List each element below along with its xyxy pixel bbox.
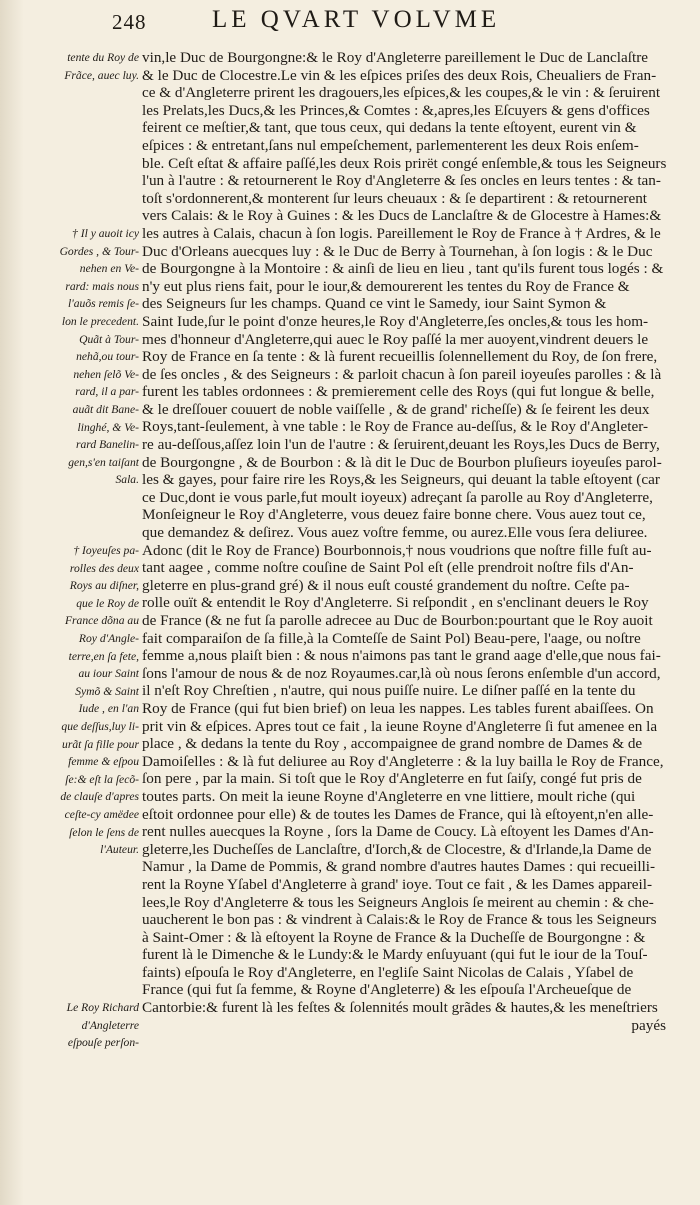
- text-line: Cantorbie:& furent là les feſtes & ſolennités moult grãdes & hautes,& les meneſtriers: [142, 999, 658, 1017]
- text-line: l'un à l'autre : & retournerent le Roy d'Angleterre & ſes oncles en leurs tentes : & tan-: [142, 172, 661, 190]
- text-line: place , & dedans la tente du Roy , accompaignee de grand nombre de Dames & de: [142, 735, 643, 753]
- text-line: les autres à Calais, chacun à ſon logis. Pareillement le Roy de France à † Ardres, & le: [142, 224, 661, 242]
- margin-note-line: urãt ſa fille pour: [62, 737, 139, 751]
- text-line: furent les tables ordonnees : & premierement celle des Roys (qui fut longue & belle,: [142, 383, 655, 401]
- text-line: lees,le Roy d'Angleterre & tous les Seigneurs Anglois ſe meirent au chemin : & che-: [142, 893, 654, 911]
- text-line: & le dreſſouer couuert de noble vaiſſelle , & de grand' richeſſe) & ſe feirent les deux: [142, 400, 650, 418]
- page-header: [112, 6, 692, 42]
- margin-note-line: rard: mais nous: [65, 279, 139, 293]
- text-line: ce Duc,dont ie vous parle,fut moult ioyeux) adreçant ſa parolle au Roy d'Angleterre,: [142, 488, 653, 506]
- margin-note-line: Quãt à Tour-: [79, 332, 139, 346]
- margin-note-line: l'auõs remis ſe-: [68, 297, 139, 311]
- text-line: ſon pere , par la main. Si toſt que le Roy d'Angleterre en fut ſaiſy, congé fut pris de: [142, 770, 642, 788]
- text-line: rent la Royne Yſabel d'Angleterre à grand' ioye. Tout ce fait , & les Dames appareil-: [142, 875, 653, 893]
- text-line: furent là le Dimenche & le Lundy:& le Mardy enſuyuant (qui fut le iour de la Touſ-: [142, 946, 648, 964]
- text-line: re au-deſſous,aſſez loin l'un de l'autre : & ſeruirent,deuant les Roys,les Ducs de Berry,: [142, 436, 660, 454]
- margin-note-line: ceſte-cy amëdee: [64, 807, 139, 821]
- text-line: France (qui fut ſa femme, & Royne d'Angleterre) & les eſpouſa l'Archeueſque de: [142, 981, 632, 999]
- text-line: payés: [631, 1016, 666, 1034]
- text-line: vers Calais: & le Roy à Guines : & les Ducs de Lanclaſtre & de Glocestre à Hames:&: [142, 207, 662, 225]
- text-line: ce & d'Angleterre prirent les dragouers,les eſpices,& les coupes,& le vin : & ſeruirent: [142, 84, 661, 102]
- margin-note-line: femme & eſpou: [68, 755, 139, 769]
- margin-note-line: d'Angleterre: [81, 1018, 139, 1032]
- running-title: LE QVART VOLVME: [212, 6, 501, 33]
- margin-note-line: Le Roy Richard: [66, 1001, 139, 1014]
- text-line: & le Duc de Clocestre.Le vin & les eſpices priſes des deux Rois, Cheualiers de Fran-: [142, 66, 657, 84]
- main-text-column: [142, 49, 688, 1034]
- text-line: fait comparaiſon de ſa fille,à la Comteſſe de Saint Pol) Beau-pere, l'aage, ou noſtre: [142, 629, 641, 647]
- margin-note: [40, 225, 139, 489]
- margin-note-line: † Ioyeuſes pa-: [73, 544, 139, 557]
- text-line: eſtoit ordonnee pour elle) & de toutes les Dames de France, qui là eſtoyent,n'en alle-: [142, 805, 654, 823]
- text-line: que demandez & deſirez. Vous auez voſtre femme, ou aurez.Elle vous ſera deliuree.: [142, 524, 648, 542]
- text-line: rolle ouït & entendit le Roy d'Angleterre. Si reſpondit , en s'enclinant deuers le Roy: [142, 594, 649, 612]
- margin-note-line: linghé, & Ve-: [77, 420, 139, 434]
- text-line: à Saint-Omer : & là eſtoyent la Royne de France & la Ducheſſe de Bourgongne : &: [142, 928, 646, 946]
- text-line: Saint Iude,ſur le point d'onze heures,le Roy d'Angleterre,ſes oncles,& tous les hom-: [142, 312, 649, 330]
- text-line: mes d'honneur d'Angleterre,qui auec le Roy paſſé la mer auoyent,vindrent deuers le: [142, 330, 649, 348]
- margin-note-line: tente du Roy de: [67, 51, 139, 64]
- text-line: rent nulles auecques la Royne , ſors la Dame de Coucy. Là eſtoyent les Dames d'An-: [142, 823, 654, 841]
- margin-note-line: France dõna au: [64, 614, 139, 628]
- text-line: de ſes oncles , & des Seigneurs : & parloit chacun à ſon pareil ioyeuſes parolles : & là: [142, 365, 662, 383]
- margin-note-line: ſe:& eſt la ſecõ-: [65, 772, 139, 786]
- margin-note-line: gen,s'en taiſant: [68, 455, 139, 469]
- margin-note-line: † Il y auoit icy: [72, 227, 139, 240]
- text-line: feirent ce meſtier,& tant, que tous ceux, qui dedans la tente eſtoyent, eurent vin &: [142, 119, 637, 137]
- text-line: tant aagee , comme noſtre couſine de Saint Pol eſt (elle prendroit noſtre fils d'An-: [142, 559, 634, 577]
- margin-note: [40, 49, 139, 84]
- text-line: toſt s'ordonnerent,& monterent ſur leurs cheuaux : & ſe departirent : & retournerent: [142, 189, 648, 207]
- text-line: Duc d'Orleans auecques luy : & le Duc de Berry à Tournehan, à ſon logis : & le Duc: [142, 242, 653, 260]
- text-line: toutes parts. On meit la ieune Royne d'Angleterre en vne littiere, moult riche (qui: [142, 787, 636, 805]
- page-number: 248: [112, 10, 147, 34]
- text-line: gleterre en plus-grand gré) & il nous euſt cousté grandement du noſtre. Ceſte pa-: [142, 576, 630, 594]
- text-line: ble. Ceſt eſtat & affaire paſſé,les deux Rois prirët congé enſemble,& tous les Seigneurs: [142, 154, 667, 172]
- margin-note-line: que deſſus,luy li-: [61, 719, 139, 733]
- margin-note-line: que le Roy de: [76, 596, 139, 610]
- margin-note-line: auãt dit Bane-: [72, 402, 139, 416]
- margin-note-line: Roys au diſner,: [69, 579, 139, 593]
- text-line: Roy de France (qui fut bien brief) on leua les nappes. Les tables furent abaiſſees. On: [142, 699, 654, 717]
- margin-note: [40, 999, 139, 1052]
- text-line: de France (& ne fut ſa parolle adrecee au Duc de Bourbon:pourtant que le Roy auoit: [142, 612, 653, 629]
- text-line: vin,le Duc de Bourgongne:& le Roy d'Angleterre pareillement le Duc de Lanclaſtre: [142, 49, 649, 66]
- margin-note-line: Roy d'Angle-: [78, 631, 139, 645]
- text-line: de Bourgongne à la Montoire : & ainſi de lieu en lieu , tant qu'ils furent tous logés : &: [142, 260, 664, 278]
- margin-note-line: ſelon le ſens de: [69, 825, 139, 839]
- margin-note-line: terre,en ſa fete,: [68, 649, 139, 663]
- text-line: faints) eſpouſa le Roy d'Angleterre, en l'egliſe Saint Nicolas de Calais , Yſabel de: [142, 963, 634, 981]
- text-line: Adonc (dit le Roy de France) Bourbonnois,† nous voudrions que noſtre fille fuſt au-: [142, 541, 652, 559]
- margin-note-line: nehã,ou tour-: [76, 350, 139, 364]
- margin-note-line: Gordes , & Tour-: [59, 244, 139, 258]
- margin-note-line: nehen ſelõ Ve-: [73, 367, 139, 381]
- binding-shadow: [0, 0, 24, 1205]
- margin-note-line: Iude , en l'an: [78, 702, 139, 716]
- margin-note-line: rolles des deux: [69, 561, 139, 575]
- margin-note: [40, 542, 139, 859]
- text-line: ſons l'amour de nous & de noz Royaumes.car,là où nous ſerons enſemble d'un accord,: [142, 664, 661, 682]
- text-line: des Seigneurs ſur les champs. Quand ce vint le Samedy, iour Saint Symon &: [142, 295, 607, 313]
- text-line: Damoiſelles : & là fut deliuree au Roy d'Angleterre : & la luy bailla le Roy de France,: [142, 752, 664, 770]
- text-line: les Prelats,les Ducs,& les Princes,& Comtes : &,apres,les Eſcuyers & gens d'offices: [142, 101, 650, 119]
- margin-note-line: rard Banelin-: [75, 438, 139, 452]
- margin-note-line: Frãce, auec luy.: [64, 68, 139, 82]
- text-line: femme a,nous plaiſt bien : & nous n'aimons pas tant le grand aage d'elle,que nous fai-: [142, 647, 661, 665]
- text-line: n'y eut plus riens fait, pour le iour,& demourerent les tentes du Roy de France &: [142, 277, 630, 295]
- margin-note-line: eſpouſe perſon-: [67, 1036, 139, 1050]
- text-line: eſpices : & entretant,ſans nul empeſchement, parlementerent les deux Rois enſem-: [142, 136, 639, 154]
- margin-note-line: au iour Saint: [78, 667, 139, 681]
- margin-note-line: lon le precedent.: [61, 314, 139, 328]
- margin-note-line: de clauſe d'apres: [60, 790, 139, 804]
- text-line: Monſeigneur le Roy d'Angleterre, vous deuez faire bonne chere. Vous auez tout ce,: [142, 506, 646, 524]
- margin-note-line: Sala.: [115, 473, 139, 487]
- text-line: Namur , la Dame de Pommis, & grand nombre d'autres hautes Dames : qui recueilli-: [142, 858, 656, 876]
- text-line: les & gayes, pour faire rire les Roys,& les Seigneurs, qui deuant la table eſtoyent (car: [142, 471, 660, 489]
- margin-note-line: l'Auteur.: [100, 843, 139, 857]
- text-line: prit vin & eſpices. Apres tout ce fait , la ieune Royne d'Angleterre ſi fut amenee en la: [142, 717, 658, 735]
- margin-note-line: rard, il a par-: [75, 385, 139, 399]
- text-line: Roy de France en ſa tente : & là furent recueillis ſolennellement du Roy, de ſon frere,: [142, 348, 658, 366]
- margin-note-line: Symõ & Saint: [75, 684, 139, 698]
- text-line: Roys,tant-ſeulement, à vne table : le Roy de France au-deſſus, & le Roy d'Angleter-: [142, 418, 649, 436]
- text-line: il n'eſt Roy Chreſtien , n'autre, qui nous puiſſe nuire. Le diſner paſſé en la tente du: [142, 682, 636, 700]
- text-line: uaucherent le bon pas : & vindrent à Calais:& le Roy de France & tous les Seigneurs: [142, 911, 657, 929]
- text-line: de Bourgongne , & de Bourbon : & là dit le Duc de Bourbon pluſieurs ioyeuſes parol-: [142, 453, 662, 471]
- margin-note-line: nehen en Ve-: [79, 262, 139, 276]
- text-line: gleterre,les Ducheſſes de Lanclaſtre, d'Iorch,& de Clocestre, & d'Irlande,la Dame de: [142, 840, 652, 858]
